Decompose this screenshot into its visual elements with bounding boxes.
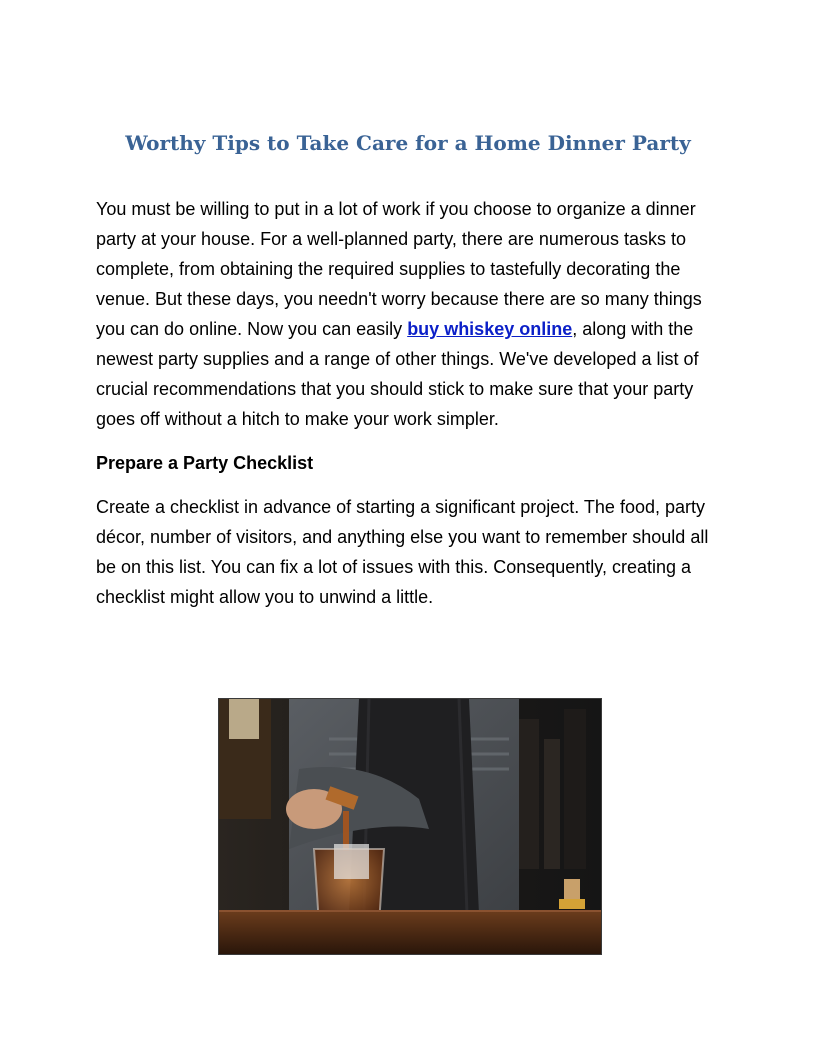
photo-illustration: [219, 699, 601, 954]
bartender-pouring-whiskey-photo: [218, 698, 602, 955]
intro-text-before-link: You must be willing to put in a lot of work if you choose to organize a dinner party at your house. For a well-planned party, there are numerous tasks to complete, from obtaining the required supplies to tastefully decorating the venue. But these days, you needn't worry because there are so many things you can do online. Now you can easily: [96, 199, 702, 339]
buy-whiskey-link[interactable]: buy whiskey online: [407, 319, 573, 339]
document-body: [96, 194, 720, 612]
section-heading-checklist: Prepare a Party Checklist: [96, 453, 314, 473]
checklist-paragraph: Create a checklist in advance of starting a significant project. The food, party décor, number of visitors, and anything else you want to remember should all be on this list. You can fix a lot of issues with this. Consequently, creating a checklist might allow you to unwind a little.: [96, 497, 709, 607]
page-title: Worthy Tips to Take Care for a Home Dinner Party: [125, 131, 691, 155]
intro-paragraph: [96, 194, 720, 434]
intro-text-after-link: , along with the newest party supplies and a range of other things. We've developed a list of crucial recommendations that you should stick to make sure that your party goes off without a hitch to make your work simpler.: [96, 319, 699, 429]
